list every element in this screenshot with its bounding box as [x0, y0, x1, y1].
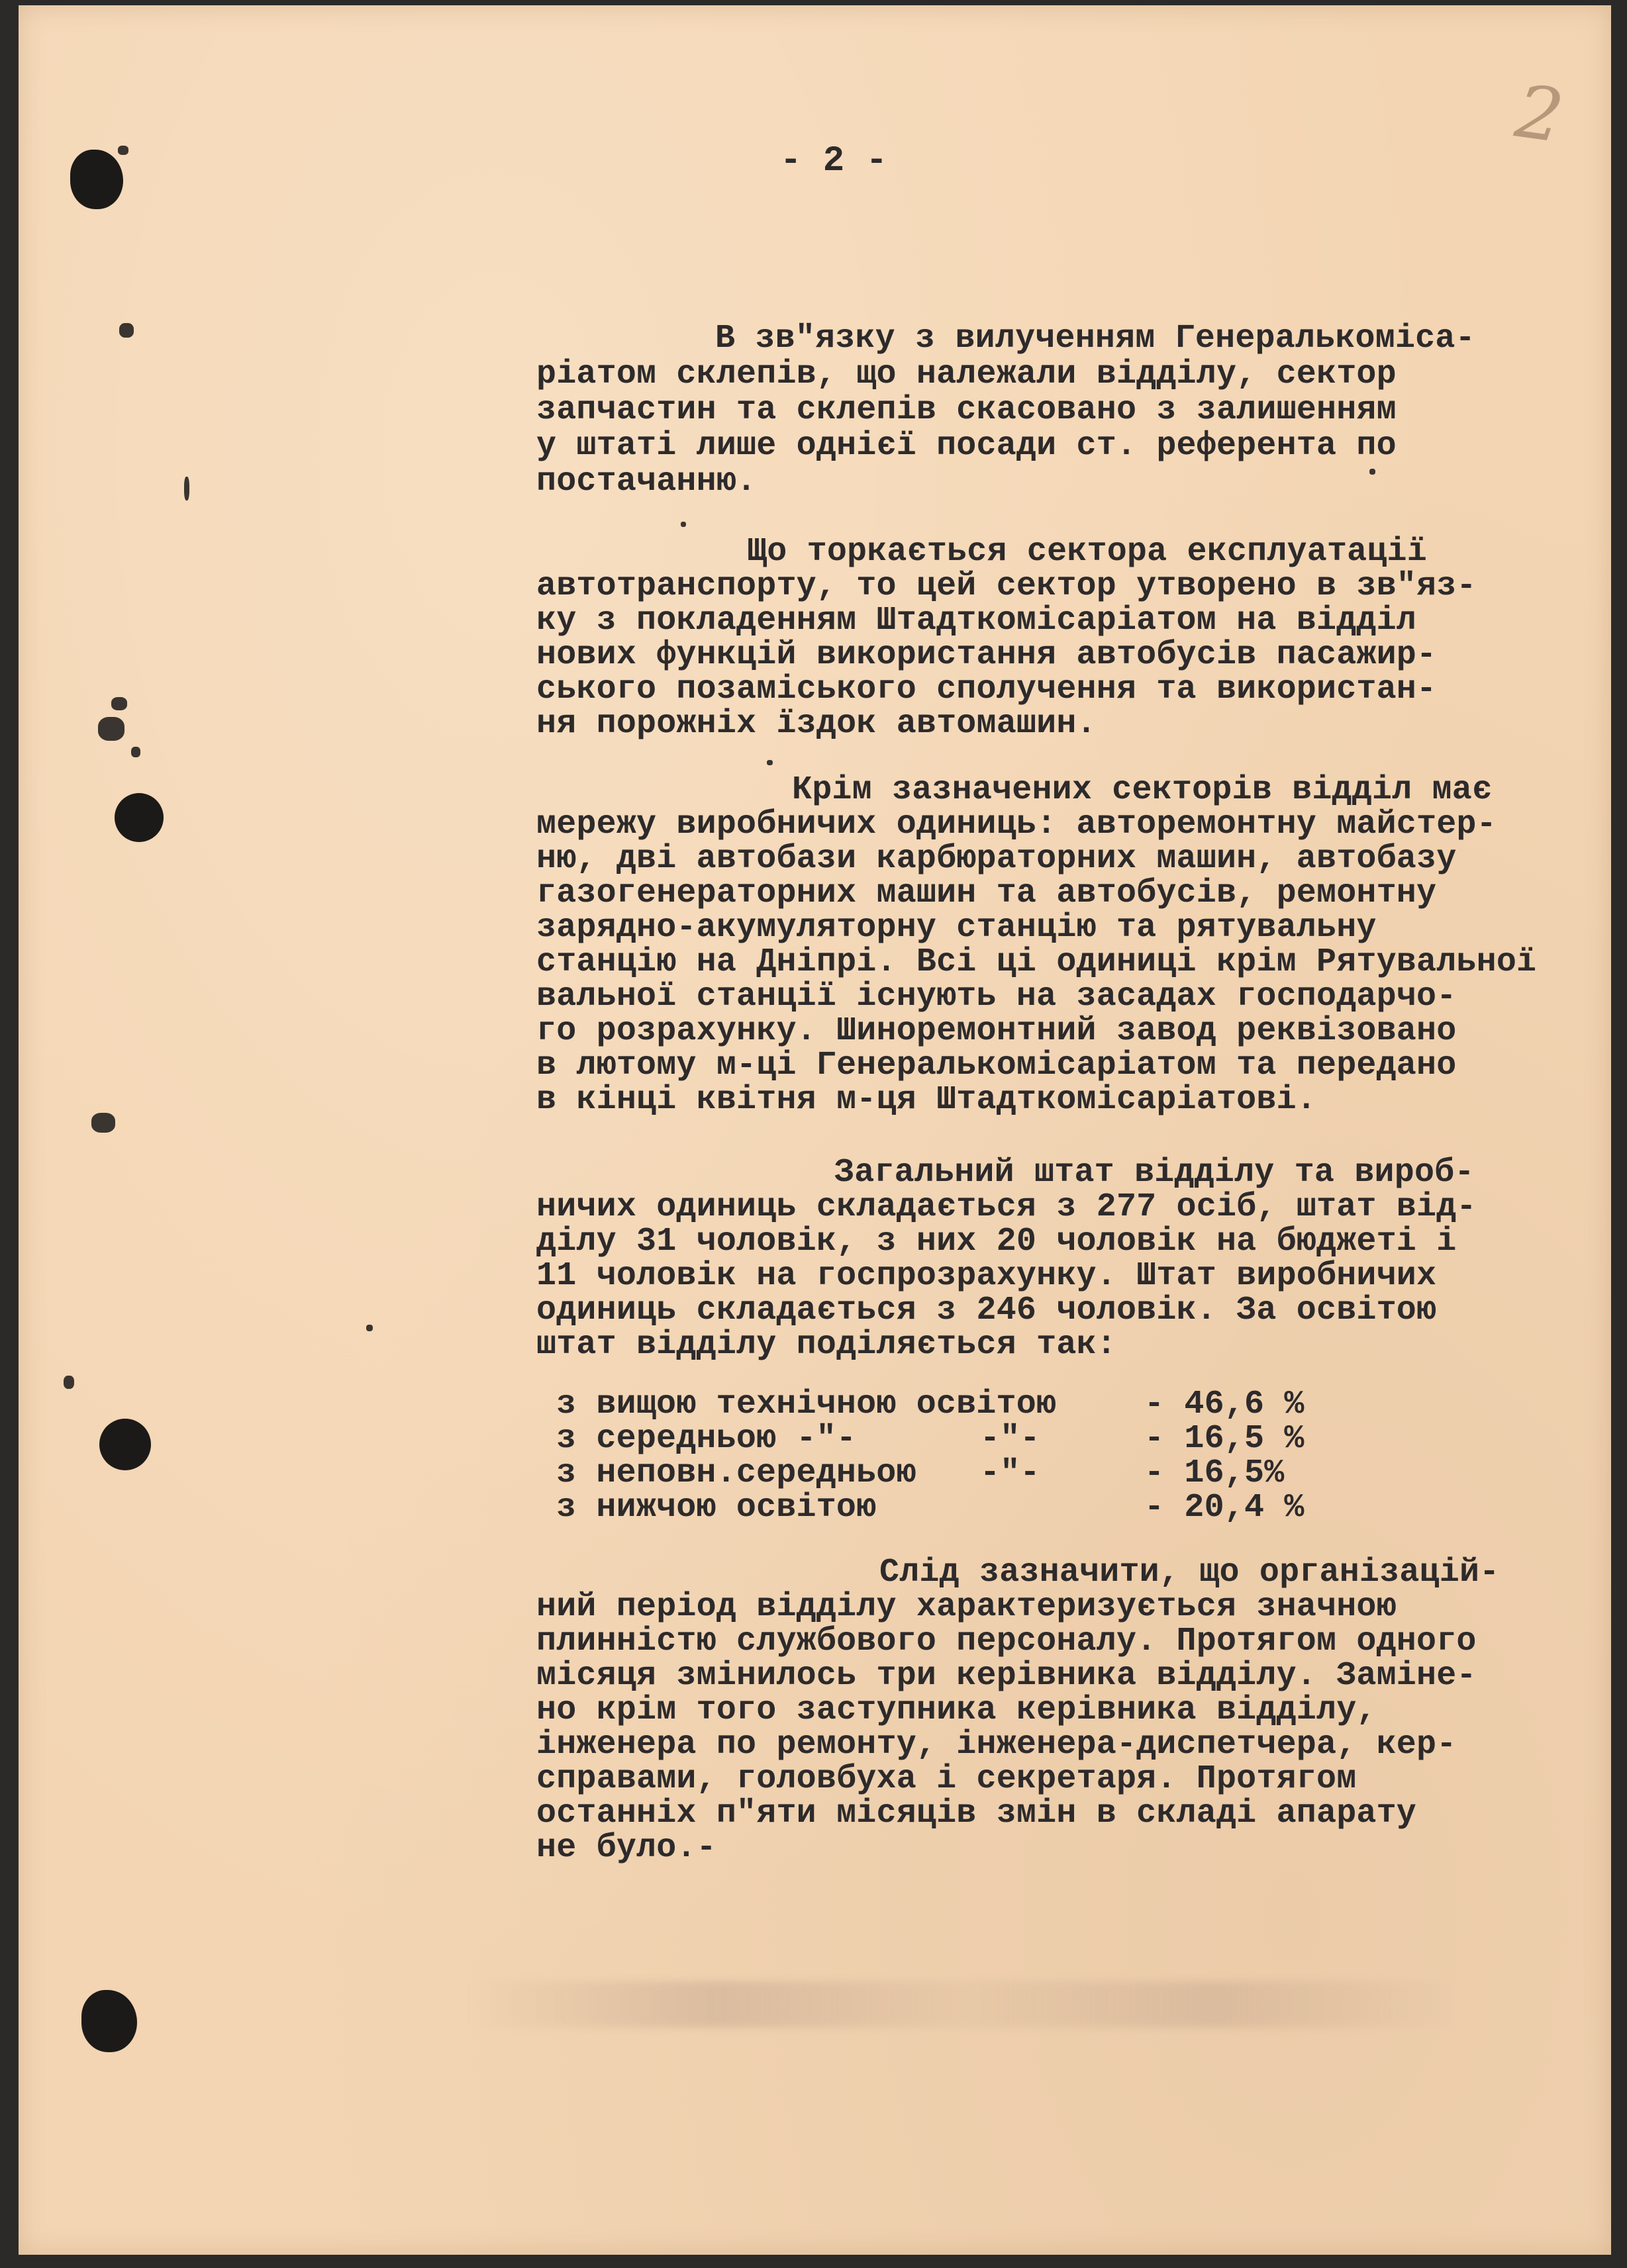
stats-label: з середньою -"-: [556, 1420, 857, 1458]
text-line: у штаті лише однієї посади ст. референта по: [536, 427, 1397, 465]
text-line: справами, головбуха і секретаря. Протягом: [536, 1760, 1357, 1798]
text-line: ку з покладенням Штадткомісаріатом на відділ: [536, 602, 1417, 639]
text-line: в лютому м-ці Генералькомісаріатом та передано: [536, 1047, 1457, 1084]
text-line: нових функцій використання автобусів пасажир-: [536, 636, 1437, 674]
text-line: запчастин та склепів скасовано з залишенням: [536, 391, 1397, 429]
stats-label: з неповн.середньою: [556, 1454, 916, 1492]
text-line: Загальний штат відділу та вироб-: [834, 1154, 1475, 1192]
text-line: ничих одиниць складається з 277 осіб, штат від-: [536, 1188, 1477, 1226]
text-line: постачанню.: [536, 463, 757, 500]
stats-ditto: -"-: [980, 1420, 1040, 1458]
stats-label: з нижчою освітою: [556, 1489, 877, 1527]
text-line: місяця змінилось три керівника відділу. Заміне-: [536, 1657, 1477, 1695]
text-line: В зв"язку з вилученням Генералькоміса-: [715, 320, 1475, 357]
text-line: вальної станції існують на засадах господарчо-: [536, 978, 1457, 1016]
stats-value: - 20,4 %: [1144, 1489, 1305, 1527]
text-line: мережу виробничих одиниць: авторемонтну майстер-: [536, 806, 1497, 843]
stats-label: з вищою технічною освітою: [556, 1386, 1057, 1423]
text-line: Слід зазначити, що організацій-: [879, 1554, 1500, 1591]
document-body: [19, 5, 1611, 2255]
text-line: одиниць складається з 246 чоловік. За освітою: [536, 1292, 1437, 1329]
text-line: 11 чоловік на госпрозрахунку. Штат виробничих: [536, 1257, 1437, 1295]
text-line: зарядно-акумуляторну станцію та рятувальну: [536, 909, 1377, 947]
text-line: ня порожніх їздок автомашин.: [536, 705, 1097, 743]
text-line: ний період відділу характеризується значною: [536, 1588, 1397, 1626]
text-line: го розрахунку. Шиноремонтний завод реквізовано: [536, 1012, 1457, 1050]
text-line: Крім зазначених секторів відділ має: [792, 771, 1493, 809]
stats-value: - 16,5%: [1144, 1454, 1285, 1492]
text-line: автотранспорту, то цей сектор утворено в зв"яз-: [536, 567, 1477, 605]
archive-page-number: 2: [1510, 68, 1569, 160]
stats-value: - 16,5 %: [1144, 1420, 1305, 1458]
text-line: не було.-: [536, 1829, 716, 1867]
text-line: но крім того заступника керівника відділу,: [536, 1691, 1377, 1729]
text-line: в кінці квітня м-ця Штадткомісаріатові.: [536, 1081, 1316, 1119]
page-number: - 2 -: [780, 141, 888, 181]
faded-stamp-mark: [469, 1981, 1462, 2028]
text-line: ділу 31 чоловік, з них 20 чоловік на бюджеті і: [536, 1223, 1457, 1260]
text-line: ріатом склепів, що належали відділу, сектор: [536, 355, 1397, 393]
text-line: ню, дві автобази карбюраторних машин, автобазу: [536, 840, 1457, 878]
text-line: газогенераторних машин та автобусів, ремонтну: [536, 874, 1437, 912]
text-line: ського позаміського сполучення та використан-: [536, 671, 1437, 708]
text-line: останніх п"яти місяців змін в складі апарату: [536, 1795, 1417, 1832]
text-line: штат відділу поділяється так:: [536, 1326, 1116, 1364]
stats-ditto: -"-: [980, 1454, 1040, 1492]
stats-value: - 46,6 %: [1144, 1386, 1305, 1423]
text-line: Що торкається сектора експлуатації: [747, 533, 1427, 571]
text-line: інженера по ремонту, інженера-диспетчера, кер-: [536, 1726, 1457, 1764]
document-page: [19, 5, 1611, 2255]
text-line: плинністю службового персоналу. Протягом одного: [536, 1623, 1477, 1660]
text-line: станцію на Дніпрі. Всі ці одиниці крім Рятувальної: [536, 943, 1537, 981]
